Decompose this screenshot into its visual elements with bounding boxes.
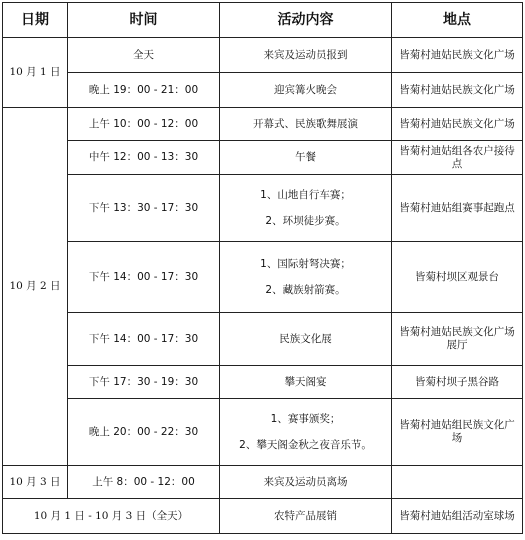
- activity-line: 1、山地自行车赛；: [260, 188, 351, 201]
- table-row: [3, 108, 523, 141]
- table-row: [3, 38, 523, 73]
- table-row: [3, 399, 523, 466]
- activity-cell: [220, 499, 392, 534]
- time-cell: 全天: [68, 38, 220, 73]
- activity-cell: [220, 175, 392, 242]
- activity-cell: [220, 141, 392, 175]
- table-row: [3, 466, 523, 499]
- activity-line: 2、攀天阁金秋之夜音乐节。: [239, 438, 372, 451]
- activity-line: 农特产品展销: [274, 509, 337, 522]
- activity-line: 1、赛事颁奖；: [270, 412, 341, 425]
- activity-line: 开幕式、民族歌舞展演: [253, 117, 358, 130]
- activity-line: 2、环坝徒步赛。: [265, 214, 346, 227]
- time-cell: 晚上 19：00 - 21：00: [68, 73, 220, 108]
- activity-cell: [220, 242, 392, 313]
- location-cell: 皆菊村迪姑民族文化广场展厅: [392, 313, 523, 366]
- location-cell: 皆菊村迪姑组赛事起跑点: [392, 175, 523, 242]
- header-activity: 活动内容: [220, 3, 392, 38]
- table-row: [3, 499, 523, 534]
- event-schedule-table: [2, 2, 523, 534]
- date-cell-all-days: 10 月 1 日 - 10 月 3 日（全天）: [3, 499, 220, 534]
- date-cell-oct1: 10 月 1 日: [3, 38, 68, 108]
- header-location: 地点: [392, 3, 523, 38]
- activity-line: 来宾及运动员报到: [263, 48, 348, 61]
- table-row: [3, 313, 523, 366]
- location-cell: 皆菊村迪姑组各农户接待点: [392, 141, 523, 175]
- header-date: 日期: [3, 3, 68, 38]
- activity-line: 迎宾篝火晚会: [274, 83, 337, 96]
- location-cell: 皆菊村坝子黑谷路: [392, 366, 523, 399]
- line-gap: [224, 426, 387, 439]
- time-cell: 中午 12：00 - 13：30: [68, 141, 220, 175]
- table-row: [3, 73, 523, 108]
- location-cell: 皆菊村迪姑组活动室球场: [392, 499, 523, 534]
- time-cell: 晚上 20：00 - 22：30: [68, 399, 220, 466]
- header-time: 时间: [68, 3, 220, 38]
- line-gap: [224, 271, 387, 284]
- location-cell: 皆菊村迪姑民族文化广场: [392, 108, 523, 141]
- date-cell-oct3: 10 月 3 日: [3, 466, 68, 499]
- activity-line: 2、藏族射箭赛。: [265, 283, 346, 296]
- location-cell: [392, 466, 523, 499]
- activity-cell: [220, 366, 392, 399]
- activity-line: 午餐: [295, 151, 316, 164]
- activity-line: 攀天阁宴: [284, 375, 327, 388]
- location-cell: 皆菊村坝区观景台: [392, 242, 523, 313]
- time-cell: 上午 8：00 - 12：00: [68, 466, 220, 499]
- activity-line: 民族文化展: [279, 332, 332, 345]
- location-cell: 皆菊村迪姑组民族文化广场: [392, 399, 523, 466]
- line-gap: [224, 202, 387, 215]
- activity-line: 来宾及运动员离场: [263, 475, 348, 488]
- location-cell: 皆菊村迪姑民族文化广场: [392, 38, 523, 73]
- activity-cell: [220, 313, 392, 366]
- time-cell: 上午 10：00 - 12：00: [68, 108, 220, 141]
- activity-cell: [220, 108, 392, 141]
- activity-cell: [220, 399, 392, 466]
- location-cell: 皆菊村迪姑民族文化广场: [392, 73, 523, 108]
- activity-cell: [220, 73, 392, 108]
- table-row: [3, 366, 523, 399]
- time-cell: 下午 13：30 - 17：30: [68, 175, 220, 242]
- date-cell-oct2: 10 月 2 日: [3, 108, 68, 466]
- activity-cell: [220, 38, 392, 73]
- table-row: [3, 175, 523, 242]
- time-cell: 下午 14：00 - 17：30: [68, 313, 220, 366]
- activity-line: 1、国际射弩决赛；: [260, 257, 351, 270]
- activity-cell: [220, 466, 392, 499]
- table-row: [3, 242, 523, 313]
- table-row: [3, 141, 523, 175]
- time-cell: 下午 14：00 - 17：30: [68, 242, 220, 313]
- time-cell: 下午 17：30 - 19：30: [68, 366, 220, 399]
- header-row: [3, 3, 523, 38]
